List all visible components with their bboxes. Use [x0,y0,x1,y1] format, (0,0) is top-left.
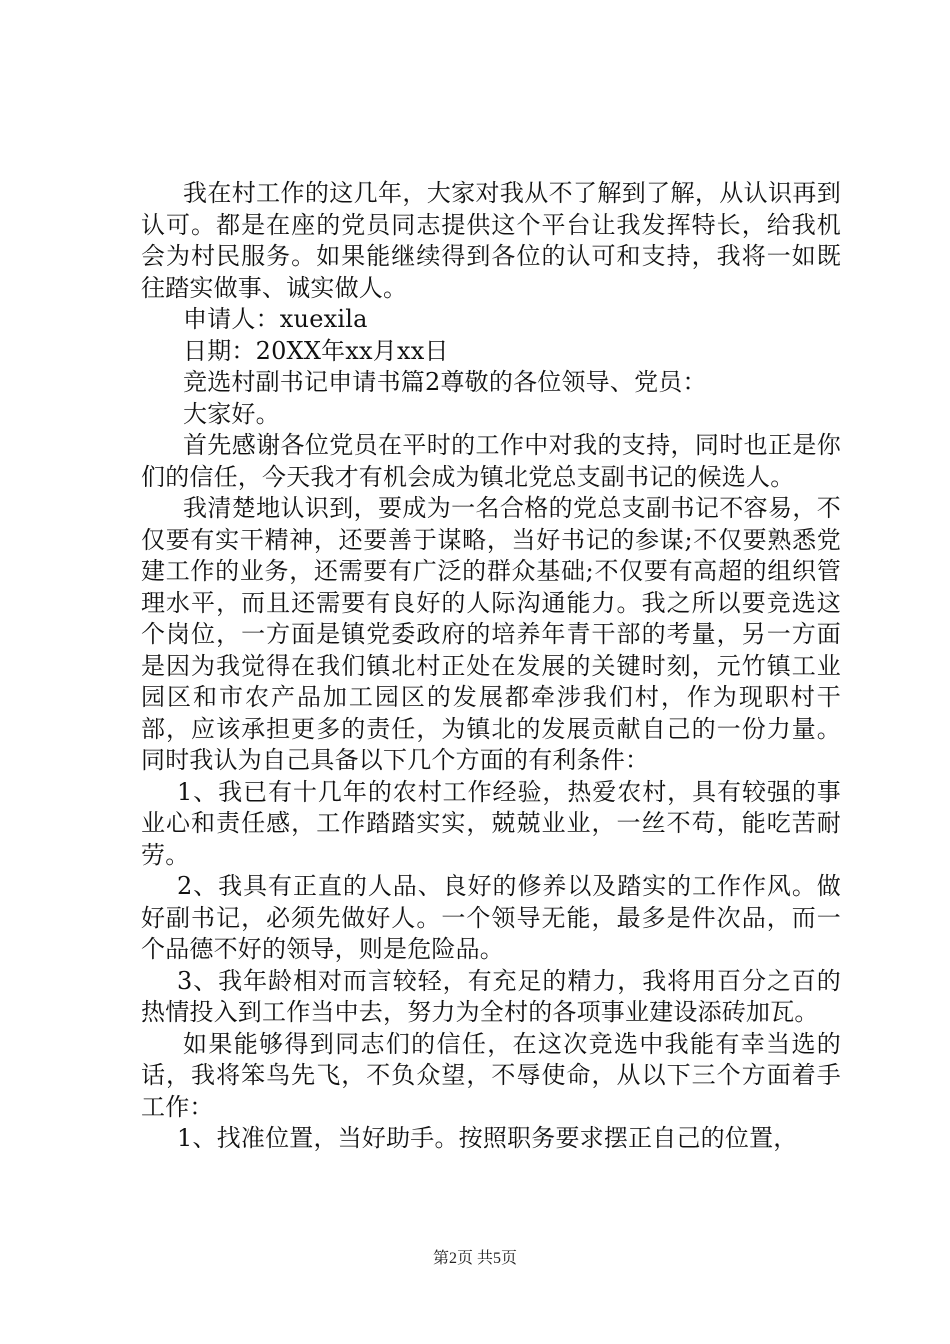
section-heading: 竞选村副书记申请书篇2尊敬的各位领导、党员： [183,368,707,396]
page-footer: 第2页 共5页 [432,1250,517,1267]
paragraph-intro: 我在村工作的这几年，大家对我从不了解到了解，从认识再到认可。都是在座的党员同志提供这个平台让我发挥特长，给我机会为村民服务。如果能继续得到各位的认可和支持，我将一如既往踏实做事、诚实做人。 [141,179,841,302]
condition-item-2: 2、我具有正直的人品、良好的修养以及踏实的工作作风。做好副书记，必须先做好人。一个领导无能，最多是件次品，而一个品德不好的领导，则是危险品。 [141,872,841,963]
paragraph-thanks: 首先感谢各位党员在平时的工作中对我的支持，同时也正是你们的信任，今天我才有机会成为镇北党总支副书记的候选人。 [141,431,841,491]
condition-item-3: 3、我年龄相对而言较轻，有充足的精力，我将用百分之百的热情投入到工作当中去，努力为全村的各项事业建设添砖加瓦。 [141,966,841,1026]
document-body [141,178,841,1155]
paragraph-reasons: 我清楚地认识到，要成为一名合格的党总支副书记不容易，不仅要有实干精神，还要善于谋略，当好书记的参谋;不仅要熟悉党建工作的业务，还需要有广泛的群众基础;不仅要有高超的组织管理水平，而且还需要有良好的人际沟通能力。我之所以要竞选这个岗位，一方面是镇党委政府的培养年青干部的考量，另一方面是因为我觉得在我们镇北村正处在发展的关键时刻，元竹镇工业园区和市农产品加工园区的发展都牵涉我们村，作为现职村干部，应该承担更多的责任，为镇北的发展贡献自己的一份力量。同时我认为自己具备以下几个方面的有利条件： [141,494,841,774]
condition-item-1: 1、我已有十几年的农村工作经验，热爱农村，具有较强的事业心和责任感，工作踏踏实实，兢兢业业，一丝不苟，能吃苦耐劳。 [141,777,841,869]
applicant-line: 申请人：xuexila [183,305,368,333]
plan-item-1: 1、找准位置，当好助手。按照职务要求摆正自己的位置， [177,1124,798,1152]
date-line: 日期：20XX年xx月xx日 [183,336,449,365]
greeting: 大家好。 [183,399,280,428]
paragraph-plan: 如果能够得到同志们的信任，在这次竞选中我能有幸当选的话，我将笨鸟先飞，不负众望，不辱使命，从以下三个方面着手工作： [141,1029,841,1121]
